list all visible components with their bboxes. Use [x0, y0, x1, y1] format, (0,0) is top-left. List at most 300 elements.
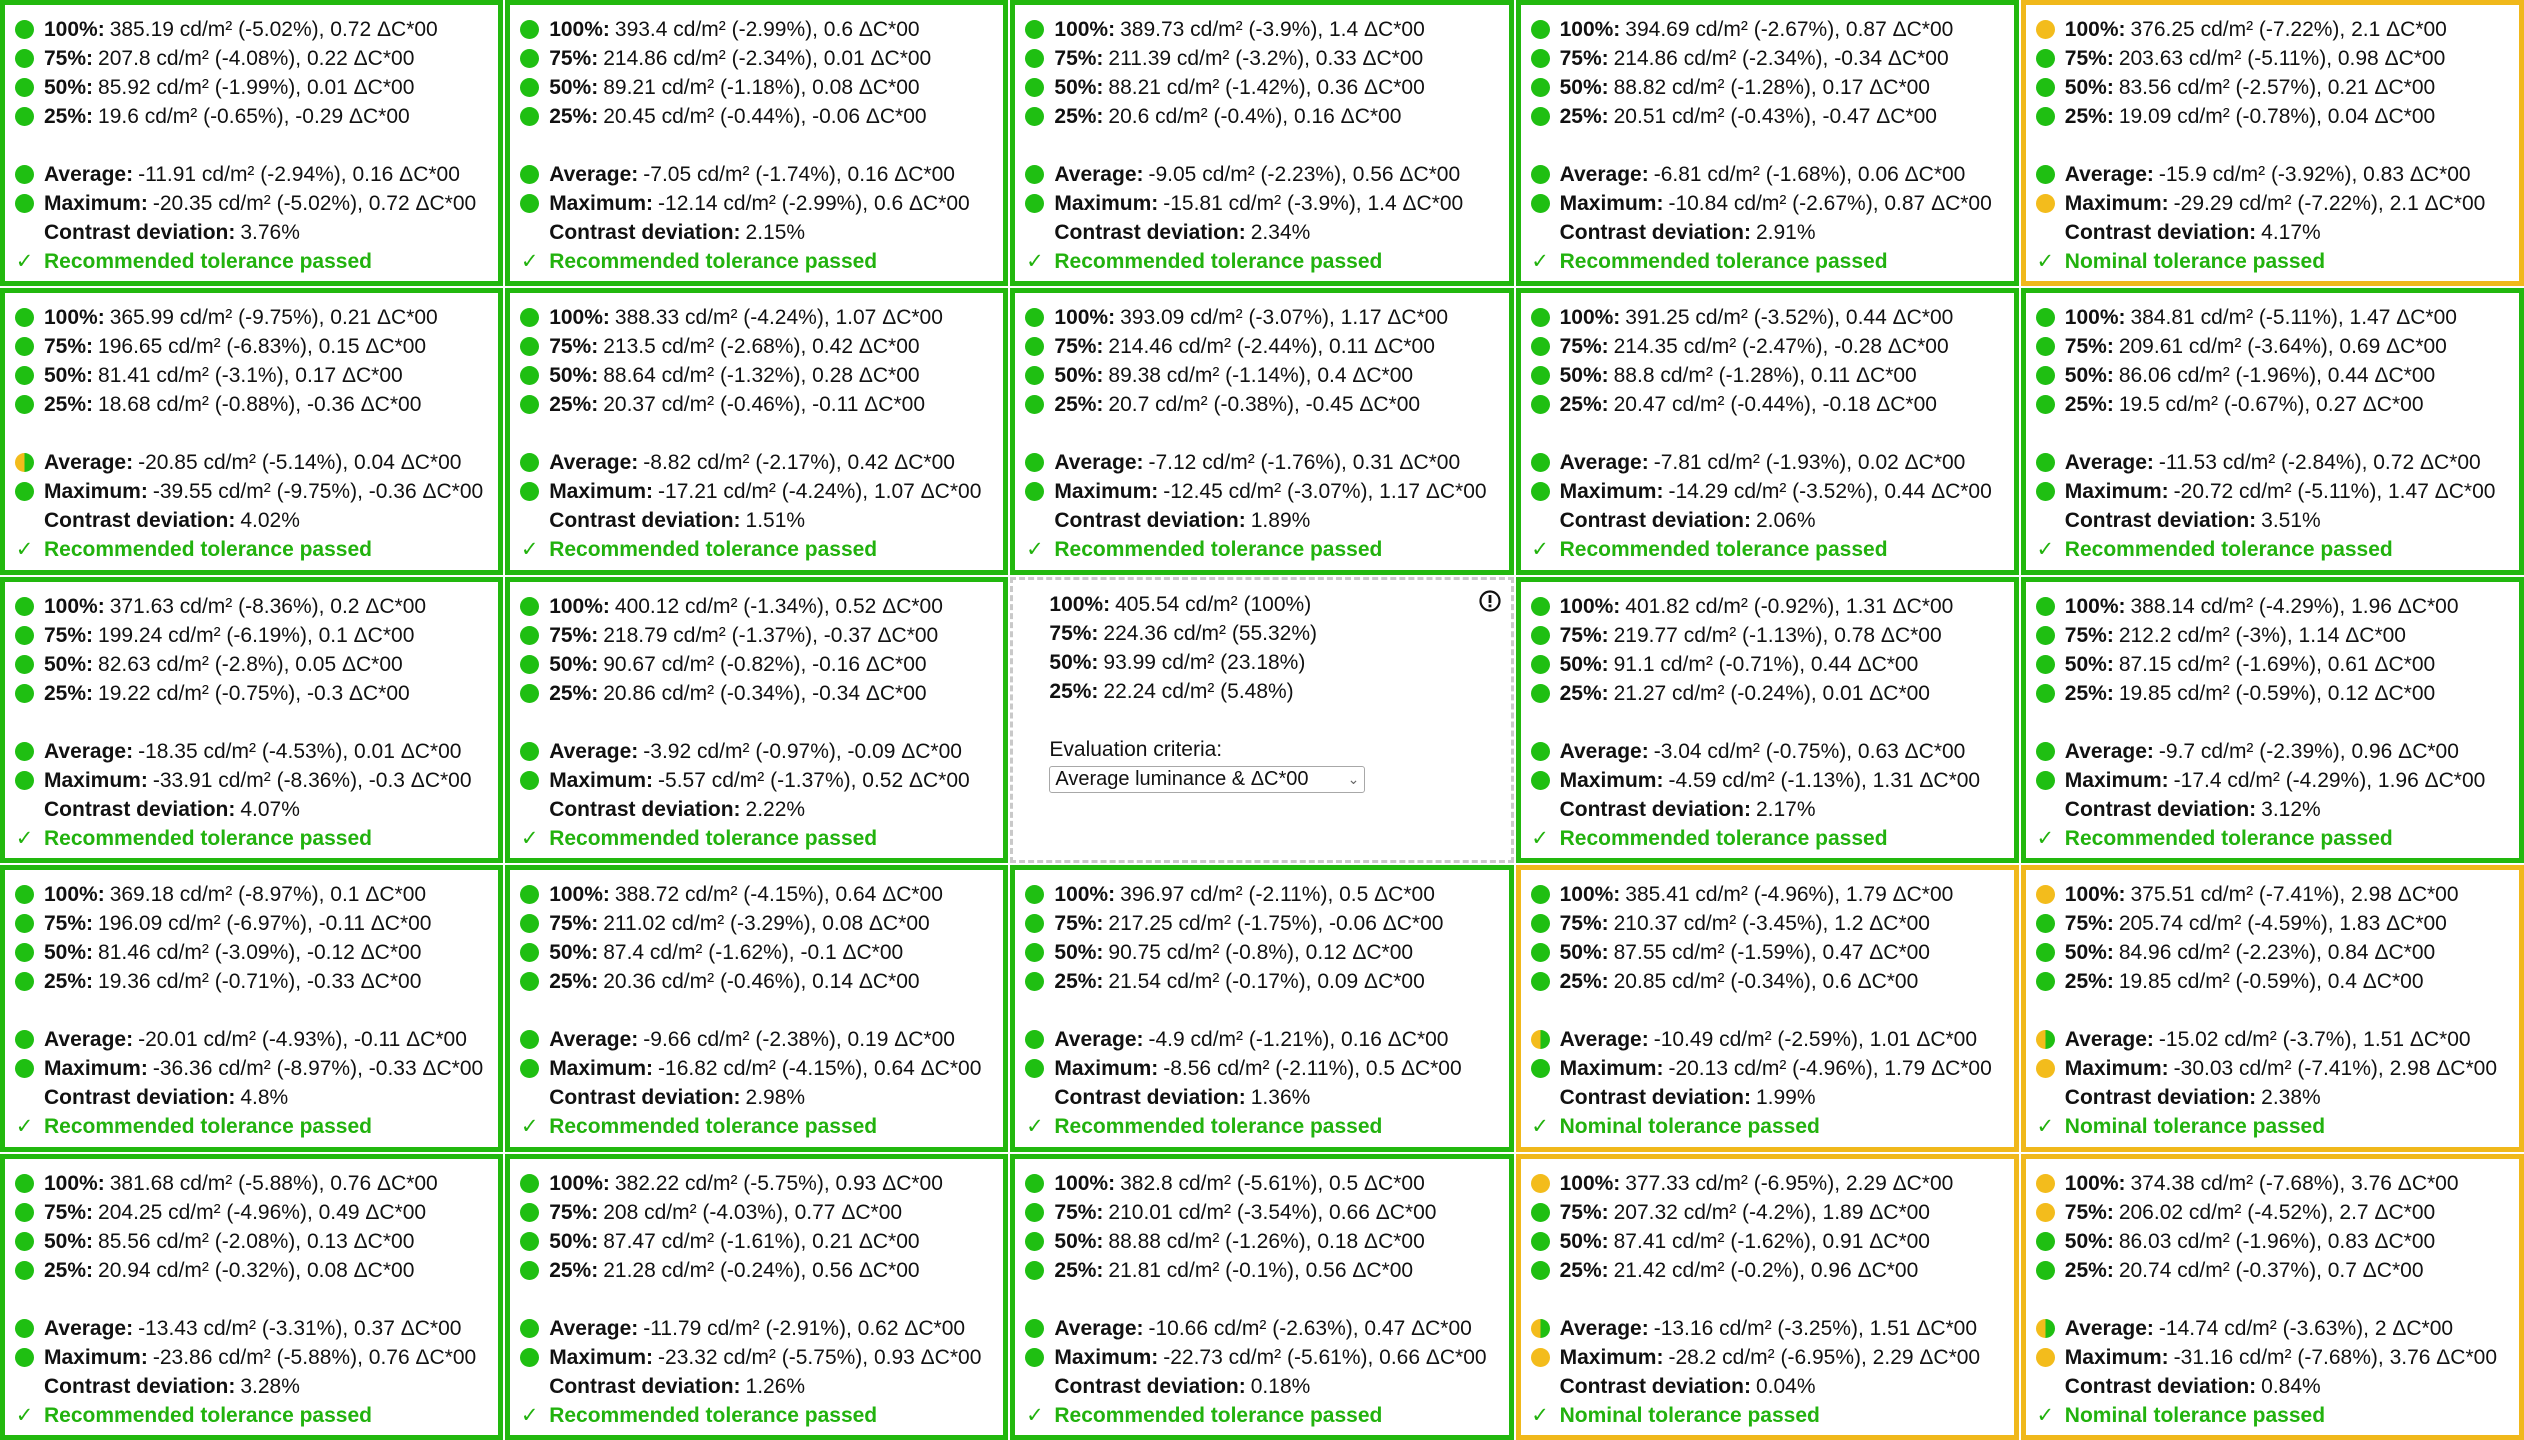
measurement-value: 20.7 cd/m² (-0.38%), -0.45 ΔC*00 [1108, 393, 1421, 417]
measurement-line-level [2036, 621, 2509, 650]
measurement-value: 19.09 cd/m² (-0.78%), 0.04 ΔC*00 [2118, 105, 2436, 128]
status-dot-green [15, 771, 34, 790]
tolerance-result-text: Recommended tolerance passed [44, 826, 372, 850]
measurement-label: 75%: [2064, 623, 2114, 647]
measurement-label: 100%: [2064, 594, 2126, 618]
status-dot-green [520, 49, 539, 68]
measurement-label: 75%: [549, 912, 599, 936]
measurement-value: 0.04% [1755, 1374, 1816, 1398]
measurement-label: 100%: [1054, 1171, 1116, 1195]
measurement-value: 88.82 cd/m² (-1.28%), 0.17 ΔC*00 [1613, 76, 1930, 99]
measurement-value: 21.27 cd/m² (-0.24%), 0.01 ΔC*00 [1613, 681, 1930, 705]
measurement-value: 19.6 cd/m² (-0.65%), -0.29 ΔC*00 [98, 105, 410, 128]
tolerance-result [520, 1112, 993, 1141]
measurement-line-maximum [1531, 477, 2004, 506]
measurement-line-maximum [2036, 1343, 2509, 1372]
measurement-label: Contrast deviation: [549, 1374, 741, 1398]
measurement-label: Contrast deviation: [2064, 1086, 2257, 1110]
measurement-line-maximum [1531, 189, 2004, 218]
measurement-value: 3.12% [2261, 797, 2321, 821]
status-dot-green [1025, 972, 1044, 991]
measurement-value: -6.81 cd/m² (-1.68%), 0.06 ΔC*00 [1653, 163, 1966, 186]
tolerance-result [2036, 1401, 2509, 1430]
status-dot-green [1025, 914, 1044, 933]
measurement-value: -29.29 cd/m² (-7.22%), 2.1 ΔC*00 [2173, 192, 2486, 215]
status-dot-green [2036, 107, 2055, 126]
measurement-label: Average: [1559, 451, 1649, 475]
spacer [1531, 1285, 2004, 1314]
tolerance-result-text: Recommended tolerance passed [1054, 250, 1383, 273]
check-icon: ✓ [15, 1115, 34, 1139]
check-icon: ✓ [2036, 538, 2055, 562]
status-dot-green [520, 684, 539, 703]
measurement-label: Contrast deviation: [2064, 509, 2257, 533]
spacer [520, 419, 993, 448]
measurement-cell [505, 577, 1008, 863]
measurement-label: 75%: [44, 1200, 94, 1224]
measurement-value: -17.4 cd/m² (-4.29%), 1.96 ΔC*00 [2173, 768, 2486, 792]
tolerance-result [1025, 1112, 1498, 1141]
status-dot-green [1531, 337, 1550, 356]
measurement-line-maximum [2036, 189, 2509, 218]
status-dot-yellow [2036, 1348, 2055, 1367]
measurement-cell [1010, 288, 1513, 574]
measurement-label: 25%: [549, 105, 599, 128]
evaluation-criteria-label: Evaluation criteria: [1049, 737, 1223, 761]
status-dot-green [520, 1030, 539, 1049]
measurement-label: Average: [2064, 163, 2154, 186]
measurement-line-average [1025, 1314, 1498, 1343]
status-dot-green [520, 1059, 539, 1078]
measurement-value: 375.51 cd/m² (-7.41%), 2.98 ΔC*00 [2130, 883, 2459, 907]
measurement-value: -31.16 cd/m² (-7.68%), 3.76 ΔC*00 [2173, 1345, 2497, 1369]
reference-label: 75%: [1049, 621, 1099, 645]
measurement-value: 213.5 cd/m² (-2.68%), 0.42 ΔC*00 [603, 335, 920, 359]
status-dot-green [2036, 337, 2055, 356]
measurement-label: 100%: [1559, 18, 1621, 41]
check-icon: ✓ [1026, 1403, 1044, 1427]
measurement-line-level [1025, 1198, 1498, 1227]
measurement-label: 100%: [44, 1171, 105, 1195]
measurement-label: 50%: [549, 1229, 599, 1253]
measurement-value: -11.79 cd/m² (-2.91%), 0.62 ΔC*00 [643, 1316, 966, 1340]
measurement-value: 89.21 cd/m² (-1.18%), 0.08 ΔC*00 [603, 76, 920, 99]
measurement-line-average [2036, 1314, 2509, 1343]
status-dot-green [15, 1348, 34, 1367]
measurement-label: Maximum: [44, 1057, 148, 1081]
measurement-line-level [2036, 592, 2509, 621]
status-dot-green [520, 20, 539, 39]
status-dot-green [15, 885, 34, 904]
measurement-line-average [520, 160, 993, 189]
measurement-value: 3.76% [240, 221, 300, 244]
status-dot-green [1025, 308, 1044, 327]
status-dot-green [1531, 771, 1550, 790]
spacer [15, 419, 488, 448]
measurement-value: 382.22 cd/m² (-5.75%), 0.93 ΔC*00 [614, 1171, 943, 1195]
status-dot-green [15, 1319, 34, 1338]
measurement-line-level [520, 967, 993, 996]
measurement-line-average [2036, 160, 2509, 189]
measurement-value: -3.92 cd/m² (-0.97%), -0.09 ΔC*00 [643, 739, 962, 763]
measurement-line-contrast [15, 1372, 488, 1401]
measurement-label: 100%: [1054, 883, 1116, 907]
measurement-label: 25%: [44, 970, 94, 994]
measurement-line-level [520, 390, 993, 419]
measurement-value: -16.82 cd/m² (-4.15%), 0.64 ΔC*00 [658, 1057, 982, 1081]
measurement-value: 91.1 cd/m² (-0.71%), 0.44 ΔC*00 [1613, 652, 1919, 676]
measurement-line-level [520, 102, 993, 131]
measurement-line-level [1025, 1256, 1498, 1285]
measurement-line-average [1025, 1025, 1498, 1054]
status-dot-green [1025, 1174, 1044, 1193]
measurement-label: 100%: [1054, 306, 1116, 330]
tolerance-result [1025, 247, 1498, 276]
status-dot-green [2036, 49, 2055, 68]
measurement-line-average [520, 737, 993, 766]
check-icon: ✓ [520, 250, 539, 273]
measurement-label: 25%: [549, 970, 599, 994]
measurement-label: 50%: [2064, 941, 2114, 965]
info-icon[interactable] [1479, 590, 1501, 612]
tolerance-result-text: Recommended tolerance passed [44, 538, 372, 562]
tolerance-result-text: Recommended tolerance passed [44, 250, 372, 273]
check-icon: ✓ [15, 826, 34, 850]
status-dot-green [1531, 482, 1550, 501]
measurement-value: 393.4 cd/m² (-2.99%), 0.6 ΔC*00 [614, 18, 920, 41]
measurement-value: 20.6 cd/m² (-0.4%), 0.16 ΔC*00 [1108, 105, 1402, 128]
measurement-label: Contrast deviation: [549, 797, 741, 821]
status-dot-yellow [2036, 20, 2055, 39]
status-dot-green [2036, 972, 2055, 991]
status-dot-green [15, 626, 34, 645]
measurement-label: 100%: [1559, 1171, 1621, 1195]
measurement-line-contrast [2036, 506, 2509, 535]
tolerance-result-text: Recommended tolerance passed [44, 1115, 372, 1139]
measurement-label: Maximum: [549, 1057, 654, 1081]
check-icon: ✓ [1531, 538, 1549, 562]
measurement-value: 2.91% [1755, 221, 1816, 244]
measurement-value: 88.8 cd/m² (-1.28%), 0.11 ΔC*00 [1613, 364, 1917, 388]
spacer [2036, 996, 2509, 1025]
measurement-line-level [1025, 73, 1498, 102]
measurement-line-level [2036, 909, 2509, 938]
status-dot-green [2036, 165, 2055, 184]
measurement-line-average [2036, 737, 2509, 766]
measurement-value: -36.36 cd/m² (-8.97%), -0.33 ΔC*00 [152, 1057, 484, 1081]
status-dot-green [2036, 1232, 2055, 1251]
status-dot-green [520, 78, 539, 97]
measurement-value: 85.92 cd/m² (-1.99%), 0.01 ΔC*00 [98, 76, 415, 99]
measurement-value: 90.75 cd/m² (-0.8%), 0.12 ΔC*00 [1108, 941, 1414, 965]
reference-line [1049, 677, 1500, 706]
measurement-label: Average: [44, 739, 134, 763]
measurement-cell [505, 0, 1008, 286]
measurement-value: 212.2 cd/m² (-3%), 1.14 ΔC*00 [2118, 623, 2406, 647]
measurement-line-level [2036, 938, 2509, 967]
measurement-label: Maximum: [1559, 480, 1664, 504]
status-dot-green [520, 1203, 539, 1222]
measurement-label: Contrast deviation: [1559, 1374, 1751, 1398]
measurement-line-average [15, 448, 488, 477]
reference-cell [1010, 577, 1513, 863]
status-dot-half [15, 453, 34, 472]
measurement-line-level [15, 650, 488, 679]
status-dot-green [1531, 395, 1550, 414]
measurement-value: -39.55 cd/m² (-9.75%), -0.36 ΔC*00 [152, 480, 484, 504]
measurement-cell [0, 577, 503, 863]
status-dot-green [15, 482, 34, 501]
status-dot-green [1025, 1059, 1044, 1078]
measurement-line-level [520, 44, 993, 73]
measurement-value: 214.86 cd/m² (-2.34%), -0.34 ΔC*00 [1613, 47, 1949, 70]
spacer [520, 996, 993, 1025]
measurement-line-contrast [2036, 218, 2509, 247]
measurement-label: Average: [1559, 163, 1649, 186]
measurement-value: 21.42 cd/m² (-0.2%), 0.96 ΔC*00 [1613, 1258, 1919, 1282]
measurement-line-level [2036, 1227, 2509, 1256]
spacer [1049, 706, 1500, 735]
measurement-value: 207.8 cd/m² (-4.08%), 0.22 ΔC*00 [98, 47, 415, 70]
status-dot-green [1531, 626, 1550, 645]
spacer [520, 708, 993, 737]
measurement-cell [1010, 1154, 1513, 1440]
status-dot-green [2036, 742, 2055, 761]
measurement-label: 25%: [2064, 681, 2114, 705]
measurement-label: 75%: [1559, 623, 1609, 647]
measurement-line-level [2036, 15, 2509, 44]
measurement-cell [1516, 288, 2019, 574]
tolerance-result-text: Recommended tolerance passed [1054, 1115, 1383, 1139]
status-dot-green [2036, 78, 2055, 97]
measurement-value: 211.39 cd/m² (-3.2%), 0.33 ΔC*00 [1108, 47, 1424, 70]
check-icon: ✓ [520, 538, 539, 562]
measurement-line-level [2036, 44, 2509, 73]
measurement-value: 20.86 cd/m² (-0.34%), -0.34 ΔC*00 [603, 681, 927, 705]
measurement-label: 50%: [1054, 941, 1104, 965]
measurement-line-level [1531, 15, 2004, 44]
measurement-cell [0, 1154, 503, 1440]
measurement-line-maximum [520, 1054, 993, 1083]
measurement-line-level [15, 15, 488, 44]
reference-label: 50%: [1049, 650, 1099, 674]
measurement-line-level [1531, 102, 2004, 131]
tolerance-result-text: Recommended tolerance passed [44, 1403, 372, 1427]
status-dot-green [520, 885, 539, 904]
measurement-line-maximum [15, 1054, 488, 1083]
measurement-line-level [15, 938, 488, 967]
measurement-line-contrast [2036, 1083, 2509, 1112]
status-dot-green [1025, 49, 1044, 68]
check-icon: ✓ [520, 1403, 539, 1427]
measurement-label: 75%: [2064, 47, 2114, 70]
status-dot-green [1531, 1203, 1550, 1222]
measurement-cell [1516, 577, 2019, 863]
measurement-line-level [1025, 390, 1498, 419]
measurement-value: 384.81 cd/m² (-5.11%), 1.47 ΔC*00 [2130, 306, 2457, 330]
measurement-value: -5.57 cd/m² (-1.37%), 0.52 ΔC*00 [658, 768, 970, 792]
measurement-label: Maximum: [549, 192, 654, 215]
measurement-value: 82.63 cd/m² (-2.8%), 0.05 ΔC*00 [98, 652, 403, 676]
measurement-label: 100%: [549, 306, 610, 330]
measurement-line-level [1531, 1227, 2004, 1256]
check-icon: ✓ [1026, 538, 1044, 562]
measurement-line-level [2036, 1198, 2509, 1227]
measurement-value: 1.36% [1250, 1086, 1311, 1110]
measurement-line-maximum [520, 189, 993, 218]
measurement-line-average [15, 737, 488, 766]
measurement-label: 50%: [2064, 364, 2114, 388]
measurement-line-level [1531, 303, 2004, 332]
measurement-line-level [1025, 361, 1498, 390]
measurement-line-level [2036, 303, 2509, 332]
status-dot-green [1025, 1319, 1044, 1338]
measurement-value: 2.98% [745, 1086, 806, 1110]
status-dot-green [1531, 597, 1550, 616]
measurement-value: -8.56 cd/m² (-2.11%), 0.5 ΔC*00 [1163, 1057, 1462, 1081]
measurement-value: 196.09 cd/m² (-6.97%), -0.11 ΔC*00 [98, 912, 432, 936]
measurement-value: 391.25 cd/m² (-3.52%), 0.44 ΔC*00 [1625, 306, 1954, 330]
measurement-line-average [1531, 1314, 2004, 1343]
measurement-line-level [15, 390, 488, 419]
status-dot-green [520, 655, 539, 674]
evaluation-criteria-select[interactable] [1049, 766, 1365, 793]
measurement-line-level [1025, 102, 1498, 131]
status-dot-yellow [1531, 1348, 1550, 1367]
measurement-value: 20.37 cd/m² (-0.46%), -0.11 ΔC*00 [603, 393, 925, 417]
measurement-line-maximum [520, 766, 993, 795]
tolerance-result-text: Nominal tolerance passed [1559, 1115, 1820, 1139]
measurement-value: 208 cd/m² (-4.03%), 0.77 ΔC*00 [603, 1200, 903, 1224]
measurement-line-average [1531, 160, 2004, 189]
measurement-value: 1.89% [1250, 509, 1311, 533]
measurement-label: Maximum: [1054, 1057, 1159, 1081]
status-dot-green [2036, 482, 2055, 501]
tolerance-result-text: Recommended tolerance passed [549, 1115, 878, 1139]
measurement-label: Contrast deviation: [2064, 797, 2257, 821]
measurement-label: 25%: [44, 105, 94, 128]
measurement-value: -11.53 cd/m² (-2.84%), 0.72 ΔC*00 [2158, 451, 2481, 475]
status-dot-green [1531, 943, 1550, 962]
status-dot-green [15, 308, 34, 327]
spacer [1531, 419, 2004, 448]
measurement-label: Contrast deviation: [1054, 1086, 1246, 1110]
measurement-label: 50%: [2064, 76, 2114, 99]
status-dot-green [520, 308, 539, 327]
measurement-line-level [1531, 938, 2004, 967]
status-dot-green [15, 49, 34, 68]
measurement-label: Average: [44, 451, 134, 475]
measurement-label: 100%: [549, 594, 610, 618]
check-icon: ✓ [15, 538, 34, 562]
measurement-value: -10.84 cd/m² (-2.67%), 0.87 ΔC*00 [1668, 192, 1992, 215]
measurement-label: 25%: [1054, 393, 1104, 417]
measurement-value: -11.91 cd/m² (-2.94%), 0.16 ΔC*00 [138, 163, 460, 186]
check-icon: ✓ [15, 1403, 34, 1427]
measurement-cell [1010, 0, 1513, 286]
measurement-label: 50%: [2064, 652, 2114, 676]
measurement-value: -13.43 cd/m² (-3.31%), 0.37 ΔC*00 [138, 1316, 462, 1340]
status-dot-green [15, 337, 34, 356]
measurement-line-maximum [15, 477, 488, 506]
measurement-label: Average: [2064, 739, 2154, 763]
tolerance-result-text: Recommended tolerance passed [549, 1403, 878, 1427]
measurement-value: 393.09 cd/m² (-3.07%), 1.17 ΔC*00 [1120, 306, 1449, 330]
measurement-label: Contrast deviation: [44, 1374, 236, 1398]
measurement-value: -4.59 cd/m² (-1.13%), 1.31 ΔC*00 [1668, 768, 1981, 792]
measurement-line-level [520, 1198, 993, 1227]
status-dot-green [2036, 943, 2055, 962]
measurement-line-level [1531, 909, 2004, 938]
tolerance-result [1531, 1112, 2004, 1141]
status-dot-yellow [2036, 1059, 2055, 1078]
measurement-value: 218.79 cd/m² (-1.37%), -0.37 ΔC*00 [603, 623, 939, 647]
measurement-line-contrast [15, 795, 488, 824]
measurement-label: Average: [1559, 1028, 1649, 1052]
spacer [15, 1285, 488, 1314]
measurement-value: 0.84% [2261, 1374, 2321, 1398]
measurement-value: 203.63 cd/m² (-5.11%), 0.98 ΔC*00 [2118, 47, 2446, 70]
measurement-line-average [15, 160, 488, 189]
measurement-line-average [1531, 1025, 2004, 1054]
measurement-value: 19.85 cd/m² (-0.59%), 0.4 ΔC*00 [2118, 970, 2424, 994]
status-dot-green [2036, 1261, 2055, 1280]
measurement-value: 365.99 cd/m² (-9.75%), 0.21 ΔC*00 [109, 306, 438, 330]
measurement-value: 19.36 cd/m² (-0.71%), -0.33 ΔC*00 [98, 970, 422, 994]
measurement-value: 371.63 cd/m² (-8.36%), 0.2 ΔC*00 [109, 594, 427, 618]
measurement-line-level [520, 650, 993, 679]
measurement-value: -7.12 cd/m² (-1.76%), 0.31 ΔC*00 [1148, 451, 1461, 475]
tolerance-result-text: Recommended tolerance passed [2064, 826, 2393, 850]
measurement-value: 1.26% [745, 1374, 806, 1398]
measurement-value: 199.24 cd/m² (-6.19%), 0.1 ΔC*00 [98, 623, 415, 647]
measurement-value: 196.65 cd/m² (-6.83%), 0.15 ΔC*00 [98, 335, 427, 359]
status-dot-green [520, 771, 539, 790]
measurement-label: 50%: [1054, 76, 1104, 99]
measurement-label: 75%: [44, 47, 94, 70]
measurement-line-level [15, 1169, 488, 1198]
status-dot-green [2036, 366, 2055, 385]
status-dot-green [15, 655, 34, 674]
check-icon: ✓ [2036, 250, 2055, 273]
measurement-value: 210.37 cd/m² (-3.45%), 1.2 ΔC*00 [1613, 912, 1930, 936]
measurement-value: 214.35 cd/m² (-2.47%), -0.28 ΔC*00 [1613, 335, 1949, 359]
measurement-value: 19.22 cd/m² (-0.75%), -0.3 ΔC*00 [98, 681, 410, 705]
measurement-value: 210.01 cd/m² (-3.54%), 0.66 ΔC*00 [1108, 1200, 1437, 1224]
measurement-value: 388.33 cd/m² (-4.24%), 1.07 ΔC*00 [614, 306, 943, 330]
measurement-value: -17.21 cd/m² (-4.24%), 1.07 ΔC*00 [658, 480, 982, 504]
measurement-value: 211.02 cd/m² (-3.29%), 0.08 ΔC*00 [603, 912, 930, 936]
measurement-value: -23.86 cd/m² (-5.88%), 0.76 ΔC*00 [152, 1345, 477, 1369]
status-dot-green [2036, 626, 2055, 645]
measurement-line-contrast [1531, 795, 2004, 824]
measurement-line-level [520, 361, 993, 390]
measurement-line-level [15, 73, 488, 102]
measurement-value: -20.13 cd/m² (-4.96%), 1.79 ΔC*00 [1668, 1057, 1992, 1081]
status-dot-green [1025, 1348, 1044, 1367]
check-icon: ✓ [520, 826, 539, 850]
measurement-line-level [2036, 332, 2509, 361]
measurement-label: Average: [2064, 1316, 2154, 1340]
measurement-label: Maximum: [2064, 768, 2169, 792]
measurement-line-contrast [1531, 1083, 2004, 1112]
measurement-label: Average: [1559, 1316, 1649, 1340]
measurement-value: -30.03 cd/m² (-7.41%), 2.98 ΔC*00 [2173, 1057, 2497, 1081]
measurement-line-level [15, 44, 488, 73]
status-dot-green [1531, 914, 1550, 933]
tolerance-result [1531, 1401, 2004, 1430]
measurement-value: 219.77 cd/m² (-1.13%), 0.78 ΔC*00 [1613, 623, 1942, 647]
